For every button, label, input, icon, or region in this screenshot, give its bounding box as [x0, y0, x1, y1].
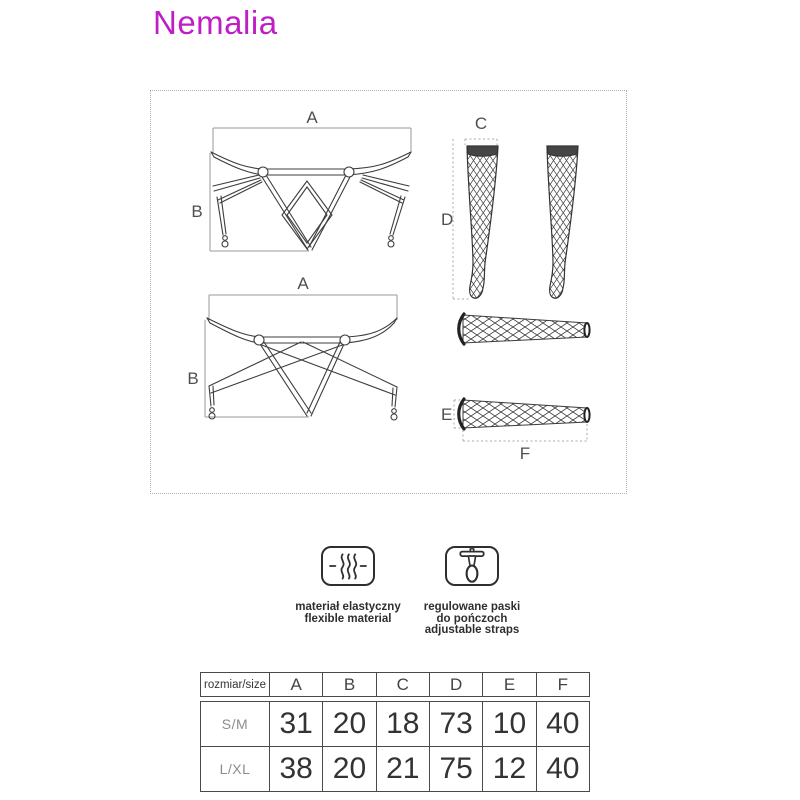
- size-table-corner-label: rozmiar/size: [204, 678, 266, 691]
- garter-strap-icon: [445, 546, 499, 586]
- value-C: 18: [376, 702, 429, 746]
- value-A: 38: [269, 747, 322, 791]
- dim-label-E: E: [441, 405, 453, 424]
- value-F: 40: [536, 747, 589, 791]
- value-C: 21: [376, 747, 429, 791]
- col-header-D: D: [429, 673, 482, 696]
- size-table-body: [200, 701, 590, 792]
- garter-belt-front-drawing: [181, 109, 441, 279]
- garter-back-lines: [207, 318, 397, 420]
- technical-diagram-panel: [150, 90, 627, 494]
- table-row: [201, 702, 589, 746]
- feature-adjustable-straps: [402, 546, 542, 637]
- value-E: 12: [482, 747, 535, 791]
- dim-label-F: F: [519, 444, 531, 463]
- feature-label-line: adjustable straps: [424, 624, 520, 636]
- feature-elastic-material: [278, 546, 418, 625]
- value-B: 20: [322, 702, 375, 746]
- value-E: 10: [482, 702, 535, 746]
- value-B: 20: [322, 747, 375, 791]
- dim-label-B: B: [187, 369, 199, 388]
- stocking-tube-drawing: [441, 303, 611, 468]
- value-D: 75: [429, 747, 482, 791]
- size-table-header: [200, 672, 590, 697]
- garter-belt-back-drawing: [181, 274, 441, 449]
- size-table: [200, 672, 590, 792]
- col-header-E: E: [482, 673, 535, 696]
- dim-label-C: C: [474, 114, 488, 133]
- col-header-B: B: [322, 673, 375, 696]
- size-label: S/M: [221, 716, 249, 732]
- feature-label-line: regulowane paski: [423, 601, 521, 613]
- elastic-material-icon: [321, 546, 375, 586]
- table-row: [201, 746, 589, 791]
- stockings-drawing: [441, 113, 611, 303]
- size-label: L/XL: [219, 761, 251, 777]
- value-A: 31: [269, 702, 322, 746]
- feature-label-line: flexible material: [304, 612, 392, 625]
- col-header-A: A: [269, 673, 322, 696]
- value-D: 73: [429, 702, 482, 746]
- stocking-left: [467, 146, 498, 298]
- tube-bottom: [459, 399, 590, 429]
- col-header-F: F: [536, 673, 589, 696]
- feature-label-line: do pończoch: [436, 612, 508, 625]
- page-title: Nemalia: [153, 4, 278, 41]
- garter-front-lines: [211, 152, 411, 250]
- dim-label-A: A: [297, 274, 309, 293]
- feature-label-line: materiał elastyczny: [295, 601, 401, 613]
- col-header-C: C: [376, 673, 429, 696]
- value-F: 40: [536, 702, 589, 746]
- dim-label-D: D: [441, 210, 454, 229]
- tube-top: [459, 314, 590, 344]
- dim-label-B: B: [191, 202, 203, 221]
- stocking-right: [547, 146, 578, 298]
- dim-label-A: A: [306, 109, 318, 127]
